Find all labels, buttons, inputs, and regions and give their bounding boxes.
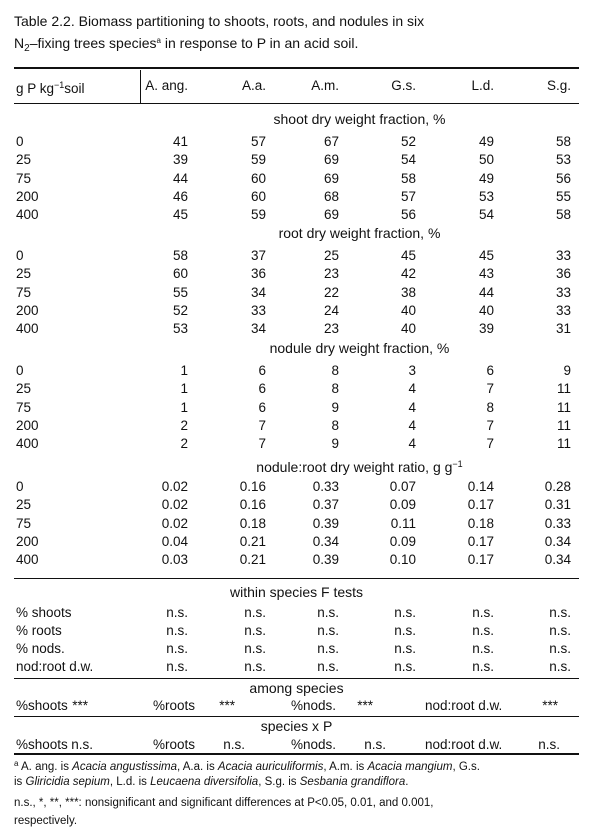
table-cell: 60: [250, 188, 266, 204]
table-cell: 0.02: [161, 497, 188, 513]
table-cell: 53: [555, 152, 571, 168]
footnote-text: .: [405, 776, 409, 788]
among-label: %roots: [153, 698, 196, 713]
header-p-rate: [16, 77, 85, 97]
table-cell: 0.31: [544, 497, 571, 513]
table-cell: 4: [408, 417, 416, 433]
table-cell: 46: [172, 188, 188, 204]
footnote-text: , S.g. is: [258, 776, 300, 788]
row-label: 200: [16, 188, 39, 204]
table-cell: 0.07: [389, 479, 416, 494]
caption-line-1: Table 2.2. Biomass partitioning to shoots, roots, and nodules in six: [14, 13, 425, 29]
table-cell: 41: [172, 134, 188, 149]
test-cell: n.s.: [244, 605, 266, 620]
table-cell: 39: [478, 321, 494, 337]
table-cell: 0.33: [312, 479, 339, 494]
test-cell: n.s.: [317, 623, 339, 638]
table-cell: 7: [486, 381, 494, 397]
species-name: Sesbania grandiflora: [299, 776, 406, 788]
test-row-label: % shoots: [16, 605, 72, 620]
table-cell: 0.21: [239, 552, 266, 568]
table-cell: 58: [172, 248, 188, 263]
table-cell: 55: [555, 188, 571, 204]
test-cell: n.s.: [394, 605, 416, 620]
row-label: 400: [16, 207, 39, 223]
table-cell: 0.16: [239, 479, 266, 494]
among-value: ***: [542, 698, 558, 713]
table-cell: 0.39: [312, 515, 339, 531]
table-cell: 9: [331, 436, 339, 452]
header-p-rate-sup: −1: [54, 80, 65, 90]
table-cell: 0.33: [544, 515, 571, 531]
header-p-rate-text: g P kg: [16, 81, 55, 96]
table-cell: 36: [555, 266, 571, 282]
header-species-2: A.m.: [311, 78, 339, 93]
test-cell: n.s.: [166, 659, 188, 674]
table-cell: 40: [478, 302, 494, 318]
table-cell: 6: [258, 381, 266, 397]
row-label: 75: [16, 284, 32, 300]
section-title: [140, 339, 579, 357]
caption-line-2: [14, 31, 424, 58]
table-cell: 45: [400, 248, 416, 263]
table-cell: 0.10: [389, 552, 416, 568]
among-label: %shoots: [16, 698, 68, 713]
table-cell: 33: [250, 302, 266, 318]
table-cell: 55: [172, 284, 188, 300]
table-cell: 0.34: [544, 552, 571, 568]
table-cell: 8: [486, 399, 494, 415]
row-label: 0: [16, 363, 24, 378]
header-species-3: G.s.: [391, 78, 416, 93]
test-row-label: nod:root d.w.: [16, 659, 94, 674]
test-cell: n.s.: [472, 623, 494, 638]
table-cell: 67: [323, 134, 339, 149]
table-cell: 7: [258, 436, 266, 452]
table-cell: 69: [323, 152, 339, 168]
table-cell: 56: [555, 170, 571, 186]
species-name: Acacia angustissima: [72, 761, 177, 773]
section-rule: [14, 578, 579, 579]
table-cell: 8: [331, 363, 339, 378]
caption-mid: –fixing trees species: [29, 35, 157, 51]
row-label: 0: [16, 134, 24, 149]
test-cell: n.s.: [472, 641, 494, 656]
footnote-text: , G.s.: [452, 761, 480, 773]
header-species-0: A. ang.: [145, 78, 188, 93]
table-cell: 0.37: [312, 497, 339, 513]
among-label: nod:root d.w.: [425, 698, 503, 713]
species-name: Leucaena diversifolia: [150, 776, 259, 788]
among-value: ***: [72, 698, 88, 713]
table-cell: 4: [408, 436, 416, 452]
table-cell: 4: [408, 381, 416, 397]
section-title: [140, 455, 579, 476]
row-label: 200: [16, 302, 39, 318]
table-cell: 68: [323, 188, 339, 204]
row-label: 25: [16, 152, 32, 168]
table-cell: 0.34: [312, 533, 339, 549]
header-rule: [14, 103, 579, 104]
table-cell: 0.16: [239, 497, 266, 513]
table-cell: 22: [323, 284, 339, 300]
section-title: [140, 110, 579, 128]
test-cell: n.s.: [317, 659, 339, 674]
row-label: 75: [16, 170, 32, 186]
test-cell: n.s.: [317, 605, 339, 620]
row-label: 200: [16, 533, 39, 549]
table-cell: 1: [180, 363, 188, 378]
table-cell: 3: [408, 363, 416, 378]
test-row-label: % roots: [16, 623, 62, 638]
table-cell: 0.04: [161, 533, 188, 549]
table-cell: 45: [172, 207, 188, 223]
table-cell: 60: [250, 170, 266, 186]
section-title-sup: −1: [452, 459, 463, 469]
table-cell: 0.17: [467, 497, 494, 513]
table-cell: 50: [478, 152, 494, 168]
within-tests-title: within species F tests: [229, 584, 364, 600]
footnote-significance-cont: respectively.: [14, 815, 78, 827]
section-title-text: shoot dry weight fraction, %: [273, 111, 446, 127]
test-cell: n.s.: [166, 623, 188, 638]
among-value: ***: [219, 698, 235, 713]
caption-subscript: 2: [24, 43, 30, 54]
row-label: 0: [16, 248, 24, 263]
table-cell: 58: [555, 134, 571, 149]
test-cell: n.s.: [394, 623, 416, 638]
table-cell: 0.39: [312, 552, 339, 568]
table-cell: 59: [250, 152, 266, 168]
header-species-4: L.d.: [471, 78, 494, 93]
test-cell: n.s.: [244, 659, 266, 674]
species-x-p-label: %shoots: [16, 737, 68, 752]
table-cell: 60: [172, 266, 188, 282]
row-label: 75: [16, 515, 32, 531]
table-cell: 45: [478, 248, 494, 263]
row-label: 25: [16, 381, 32, 397]
species-x-p-value: n.s.: [223, 737, 245, 752]
table-cell: 31: [555, 321, 571, 337]
table-cell: 7: [486, 417, 494, 433]
table-cell: 54: [400, 152, 416, 168]
table-cell: 23: [323, 266, 339, 282]
section-title: [140, 224, 579, 242]
table-cell: 44: [478, 284, 494, 300]
test-cell: n.s.: [244, 623, 266, 638]
footnote-significance: n.s., *, **, ***: nonsignificant and significant differences at P<0.05, 0.01, and 0.001,: [14, 797, 434, 809]
species-name: Gliricidia sepium: [25, 776, 110, 788]
table-cell: 53: [172, 321, 188, 337]
table-cell: 49: [478, 134, 494, 149]
species-name: Acacia auriculiformis: [217, 761, 324, 773]
among-value: ***: [357, 698, 373, 713]
table-cell: 0.17: [467, 552, 494, 568]
table-cell: 52: [172, 302, 188, 318]
table-cell: 0.09: [389, 533, 416, 549]
table-cell: 0.21: [239, 533, 266, 549]
footnote-text: A. ang. is: [18, 761, 73, 773]
table-cell: 39: [172, 152, 188, 168]
table-cell: 36: [250, 266, 266, 282]
table-cell: 69: [323, 170, 339, 186]
table-cell: 0.03: [161, 552, 188, 568]
test-cell: n.s.: [549, 659, 571, 674]
section-title-text: nodule dry weight fraction, %: [269, 340, 450, 356]
table-cell: 25: [323, 248, 339, 263]
table-cell: 33: [555, 302, 571, 318]
section-title-text: nodule:root dry weight ratio, g g: [256, 459, 453, 475]
table-cell: 59: [250, 207, 266, 223]
species-x-p-title: species x P: [260, 718, 333, 734]
table-cell: 44: [172, 170, 188, 186]
table-cell: 58: [555, 207, 571, 223]
table-cell: 7: [486, 436, 494, 452]
header-p-rate-soil: soil: [64, 81, 85, 96]
table-cell: 0.09: [389, 497, 416, 513]
table-cell: 69: [323, 207, 339, 223]
species-x-p-label: nod:root d.w.: [425, 737, 503, 752]
table-cell: 38: [400, 284, 416, 300]
caption-n: N: [14, 35, 25, 51]
table-cell: 49: [478, 170, 494, 186]
table-cell: 11: [556, 381, 571, 397]
row-label: 25: [16, 497, 32, 513]
species-x-p-label: %nods.: [291, 737, 337, 752]
table-cell: 34: [250, 284, 266, 300]
row-label: 25: [16, 266, 32, 282]
test-cell: n.s.: [244, 641, 266, 656]
table-cell: 9: [563, 363, 571, 378]
caption-footnote-mark: a: [156, 36, 161, 45]
row-label: 0: [16, 479, 24, 494]
section-title-text: root dry weight fraction, %: [278, 225, 441, 241]
table-cell: 40: [400, 321, 416, 337]
table-cell: 43: [478, 266, 494, 282]
table-caption: [14, 12, 424, 58]
test-cell: n.s.: [166, 605, 188, 620]
top-rule: [14, 67, 579, 69]
table-cell: 0.18: [239, 515, 266, 531]
row-label: 400: [16, 552, 39, 568]
test-cell: n.s.: [394, 641, 416, 656]
table-cell: 37: [250, 248, 266, 263]
table-cell: 0.02: [161, 479, 188, 494]
table-cell: 2: [180, 417, 188, 433]
header-species-1: A.a.: [241, 78, 266, 93]
test-cell: n.s.: [472, 605, 494, 620]
footnote-species-cont: [14, 773, 408, 792]
footnote-text: is: [14, 776, 26, 788]
test-row-label: % nods.: [16, 641, 65, 656]
table-cell: 1: [180, 399, 188, 415]
table-cell: 33: [555, 284, 571, 300]
footnote-text: , A.m. is: [323, 761, 368, 773]
species-name: Acacia mangium: [367, 761, 453, 773]
table-cell: 0.34: [544, 533, 571, 549]
table-cell: 1: [180, 381, 188, 397]
table-cell: 0.02: [161, 515, 188, 531]
table-cell: 11: [556, 417, 571, 433]
test-cell: n.s.: [472, 659, 494, 674]
table-cell: 23: [323, 321, 339, 337]
table-cell: 34: [250, 321, 266, 337]
table-cell: 42: [400, 266, 416, 282]
table-cell: 52: [400, 134, 416, 149]
row-label: 200: [16, 417, 39, 433]
table-cell: 24: [323, 302, 339, 318]
table-cell: 57: [400, 188, 416, 204]
table-cell: 8: [331, 417, 339, 433]
among-species-title: among species: [249, 680, 344, 696]
test-cell: n.s.: [317, 641, 339, 656]
test-cell: n.s.: [549, 623, 571, 638]
species-x-p-value: n.s.: [364, 737, 386, 752]
table-cell: 4: [408, 399, 416, 415]
test-cell: n.s.: [549, 605, 571, 620]
table-cell: 40: [400, 302, 416, 318]
row-label: 75: [16, 399, 32, 415]
test-cell: n.s.: [394, 659, 416, 674]
row-label: 400: [16, 436, 39, 452]
table-cell: 6: [258, 363, 266, 378]
table-cell: 7: [258, 417, 266, 433]
table-cell: 0.28: [544, 479, 571, 494]
table-cell: 11: [556, 399, 571, 415]
table-cell: 9: [331, 399, 339, 415]
table-cell: 0.18: [467, 515, 494, 531]
table-cell: 2: [180, 436, 188, 452]
table-cell: 33: [555, 248, 571, 263]
table-cell: 54: [478, 207, 494, 223]
table-cell: 57: [250, 134, 266, 149]
table-cell: 0.11: [390, 515, 416, 531]
species-x-p-label: %roots: [153, 737, 196, 752]
table-cell: 53: [478, 188, 494, 204]
test-cell: n.s.: [549, 641, 571, 656]
caption-end: in response to P in an acid soil.: [160, 35, 359, 51]
table-cell: 0.14: [467, 479, 494, 494]
table-cell: 6: [486, 363, 494, 378]
species-x-p-value: n.s.: [71, 737, 93, 752]
test-cell: n.s.: [166, 641, 188, 656]
among-label: %nods.: [291, 698, 337, 713]
table-cell: 58: [400, 170, 416, 186]
species-x-p-value: n.s.: [538, 737, 560, 752]
header-species-5: S.g.: [546, 78, 571, 93]
table-cell: 6: [258, 399, 266, 415]
footnote-text: , L.d. is: [109, 776, 151, 788]
footnote-text: , A.a. is: [176, 761, 218, 773]
row-label: 400: [16, 321, 39, 337]
table-cell: 8: [331, 381, 339, 397]
table-cell: 0.17: [467, 533, 494, 549]
table-cell: 56: [400, 207, 416, 223]
footnote-mark: a: [14, 759, 19, 768]
table-cell: 11: [556, 436, 571, 452]
